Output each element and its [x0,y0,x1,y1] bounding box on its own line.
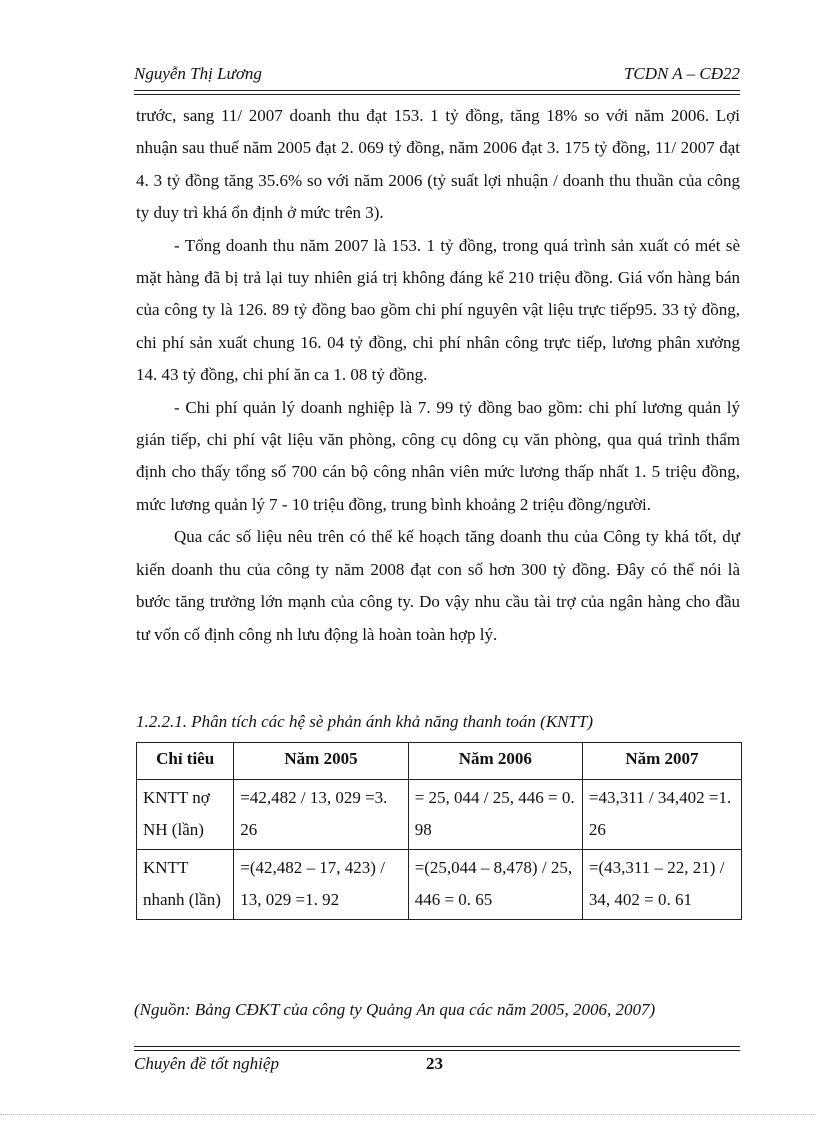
row-label: KNTT nhanh (lần) [137,849,234,919]
footer-label: Chuyên đề tốt nghiệp [134,1054,279,1073]
table-header-row [137,743,742,780]
cell-2005: =42,482 / 13, 029 =3. 26 [234,780,408,850]
paragraph-2: - Tổng doanh thu năm 2007 là 153. 1 tỷ đồng, trong quá trình sản xuất có mét sè mặt hàng đã bị trả lại tuy nhiên giá trị không đáng kể 210 triệu đồng. Giá vốn hàng bán của công ty là 126. 89 tỷ đồng bao gồm chi phí nguyên vật liệu trực tiếp95. 33 tỷ đồng, chi phí sản xuất chung 16. 04 tỷ đồng, chi phí nhân công trực tiếp, lương phân xưởng 14. 43 tỷ đồng, chi phí ăn ca 1. 08 tỷ đồng. [136,235,740,385]
header-2005: Năm 2005 [234,743,408,780]
table-row [137,849,742,919]
header-rule [134,90,740,95]
header-2006: Năm 2006 [408,743,582,780]
section-heading: 1.2.2.1. Phân tích các hệ sè phản ánh khả năng thanh toán (KNTT) [136,712,594,731]
page-number: 23 [426,1054,443,1073]
header-indicator: Chỉ tiêu [137,743,234,780]
cell-2005: =(42,482 – 17, 423) / 13, 029 =1. 92 [234,849,408,919]
page-footer [134,1054,740,1078]
header-2007: Năm 2007 [582,743,741,780]
cell-2006: =(25,044 – 8,478) / 25, 446 = 0. 65 [408,849,582,919]
liquidity-ratio-table [136,742,742,920]
table-row [137,780,742,850]
header-author: Nguyễn Thị Lương [134,64,262,83]
cell-2007: =(43,311 – 22, 21) / 34, 402 = 0. 61 [582,849,741,919]
page-edge-divider [0,1114,816,1115]
paragraph-3: - Chi phí quản lý doanh nghiệp là 7. 99 tỷ đồng bao gồm: chi phí lương quản lý gián tiếp, chi phí vật liệu văn phòng, công cụ dông cụ văn phòng, qua quá trình thẩm định cho thấy tổng số 700 cán bộ công nhân viên mức lương thấp nhất 1. 5 triệu đồng, mức lương quản lý 7 - 10 triệu đồng, trung bình khoảng 2 triệu đồng/người. [136,397,740,514]
cell-2006: = 25, 044 / 25, 446 = 0. 98 [408,780,582,850]
row-label: KNTT nợ NH (lần) [137,780,234,850]
header-class-code: TCDN A – CĐ22 [623,64,740,83]
paragraph-1: trước, sang 11/ 2007 doanh thu đạt 153. 1 tỷ đồng, tăng 18% so với năm 2006. Lợi nhuận sau thuế năm 2005 đạt 2. 069 tỷ đồng, năm 2006 đạt 3. 175 tỷ đồng, 11/ 2007 đạt 4. 3 tỷ đồng tăng 35.6% so với năm 2006 (tỷ suất lợi nhuận / doanh thu thuần của công ty duy trì khá ổn định ở mức trên 3). [136,106,740,223]
footer-rule [134,1046,740,1051]
body-text [136,100,740,651]
paragraph-4: Qua các số liệu nêu trên có thể kế hoạch tăng doanh thu của Công ty khá tốt, dự kiến doanh thu của công ty năm 2008 đạt con số hơn 300 tỷ đồng. Đây có thể nói là bước tăng trưởng lớn mạnh của công ty. Do vậy nhu cầu tài trợ của ngân hàng cho đầu tư vốn cố định công nh lưu động là hoàn toàn hợp lý. [136,527,740,644]
page-header [134,64,740,90]
source-note: (Nguồn: Bảng CĐKT của công ty Quảng An qua các năm 2005, 2006, 2007) [134,1000,656,1019]
cell-2007: =43,311 / 34,402 =1. 26 [582,780,741,850]
